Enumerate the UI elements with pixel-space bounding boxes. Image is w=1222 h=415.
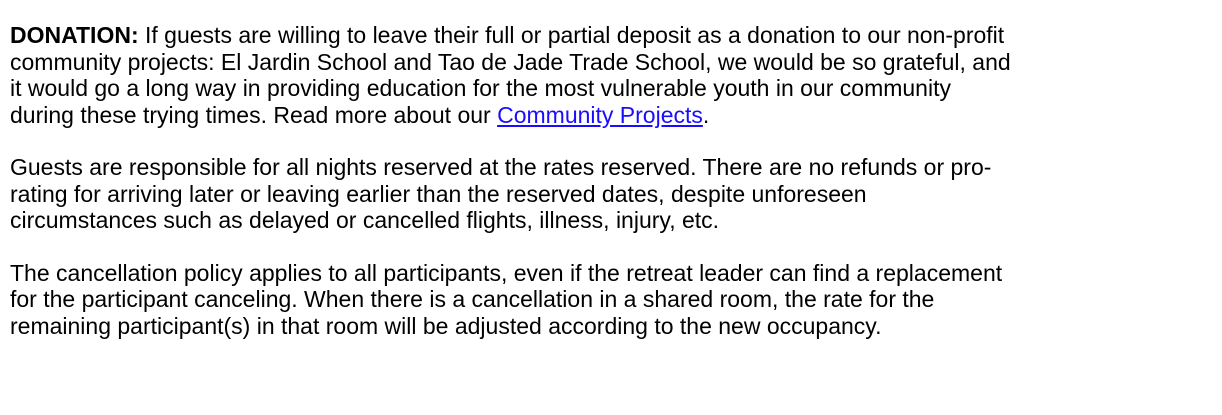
responsibility-paragraph <box>10 154 1210 234</box>
responsibility-line-2: rating for arriving later or leaving earlier than the reserved dates, despite unforeseen <box>10 180 867 207</box>
donation-paragraph <box>10 22 1210 128</box>
responsibility-line-1: Guests are responsible for all nights reserved at the rates reserved. There are no refunds or pro- <box>10 154 992 180</box>
donation-line-4 <box>10 102 1210 129</box>
donation-line-3: it would go a long way in providing education for the most vulnerable youth in our community <box>10 75 951 101</box>
responsibility-line-3: circumstances such as delayed or cancelled flights, illness, injury, etc. <box>10 207 720 233</box>
donation-line-1 <box>10 22 1210 49</box>
cancellation-paragraph <box>10 260 1210 340</box>
community-projects-link[interactable]: Community Projects <box>497 101 703 128</box>
policy-document <box>10 22 1210 365</box>
donation-line-4-prefix: during these trying times. Read more about our <box>10 101 498 128</box>
donation-label: DONATION: <box>10 22 139 48</box>
cancellation-line-3: remaining participant(s) in that room will be adjusted according to the new occupancy. <box>10 312 882 339</box>
donation-line-1-text: If guests are willing to leave their full or partial deposit as a donation to our non-profit <box>138 22 1005 48</box>
donation-line-4-suffix: . <box>702 101 710 128</box>
cancellation-line-1: The cancellation policy applies to all participants, even if the retreat leader can find a replacement <box>10 259 1003 286</box>
donation-line-2: community projects: El Jardin School and Tao de Jade Trade School, we would be so grateful, and <box>10 48 1011 75</box>
cancellation-line-2: for the participant canceling. When there is a cancellation in a shared room, the rate for the <box>10 286 935 312</box>
